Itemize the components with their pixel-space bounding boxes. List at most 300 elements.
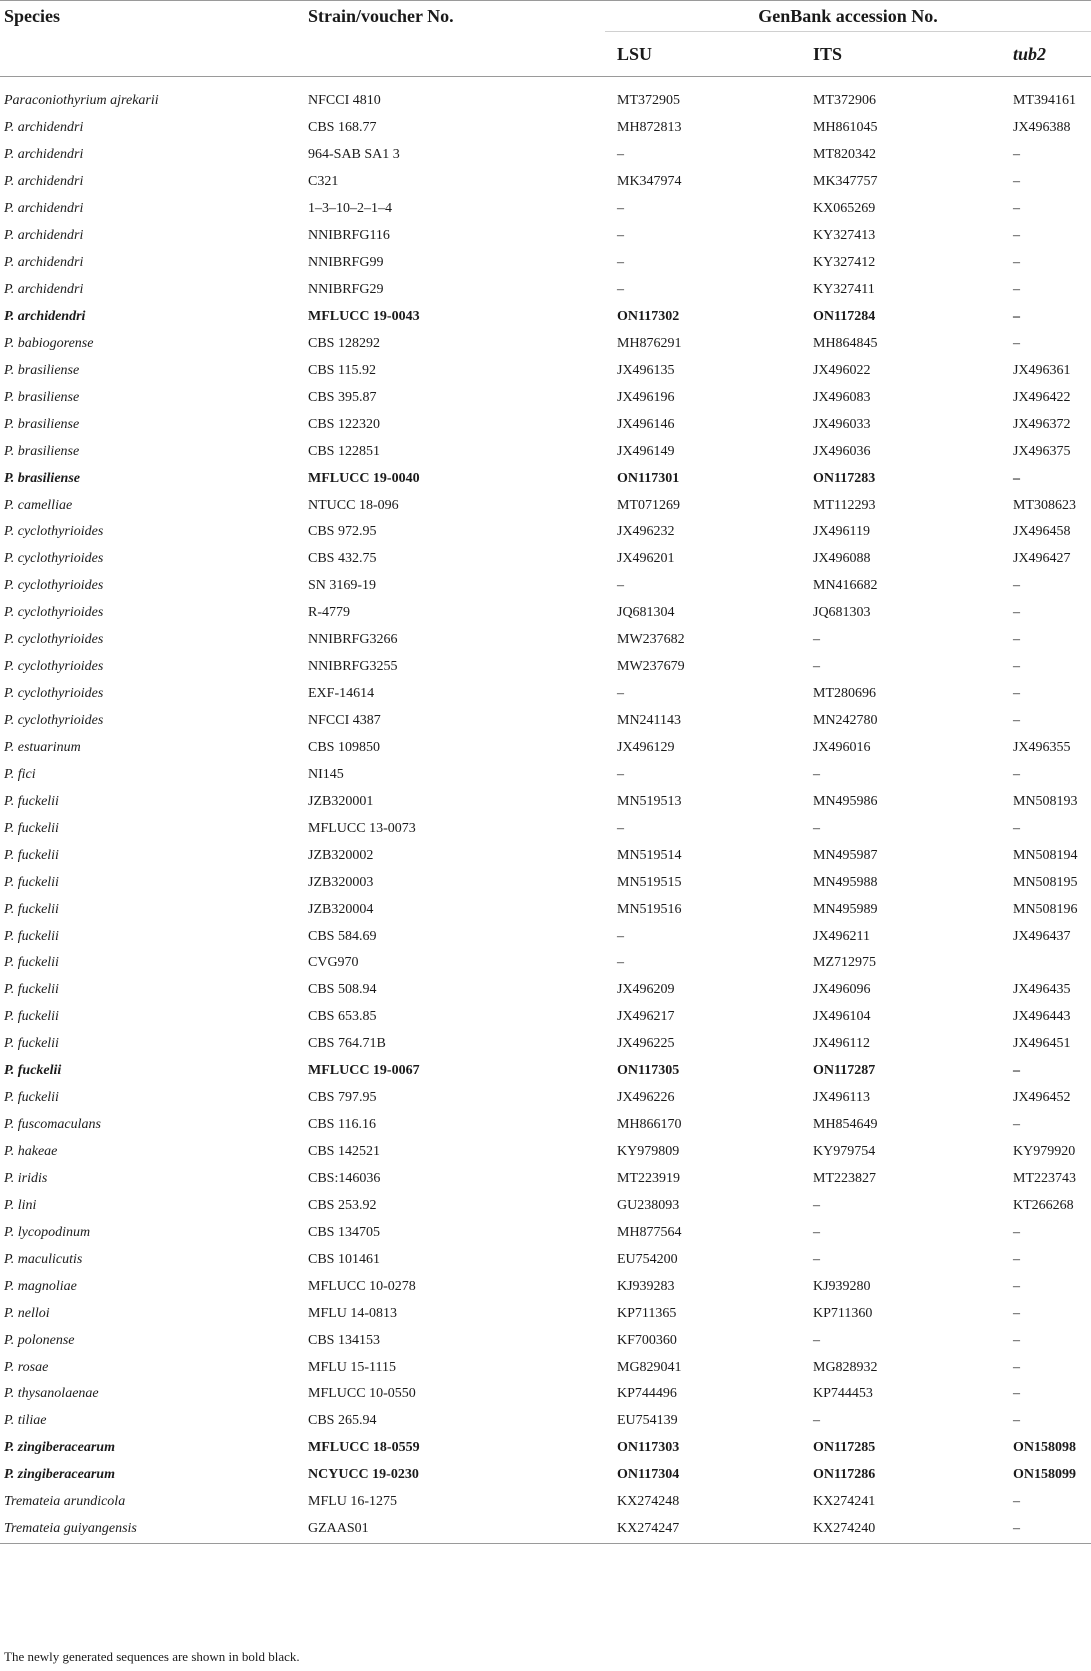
strain-cell: CBS 797.95 bbox=[308, 1090, 377, 1106]
strain-cell: EXF-14614 bbox=[308, 686, 375, 702]
table-row bbox=[0, 223, 1091, 250]
tub2-cell: KT266268 bbox=[1013, 1197, 1074, 1213]
strain-cell: CBS 134705 bbox=[308, 1224, 380, 1240]
table-row bbox=[0, 1219, 1091, 1246]
species-cell: P. fuckelii bbox=[4, 901, 59, 917]
tub2-cell: – bbox=[1013, 1413, 1020, 1429]
tub2-cell: – bbox=[1013, 1359, 1020, 1375]
its-cell: ON117284 bbox=[813, 308, 876, 324]
lsu-cell: KX274247 bbox=[605, 1516, 813, 1543]
tub2-header: tub2 bbox=[1013, 32, 1091, 77]
strain-cell: CBS 395.87 bbox=[308, 389, 377, 405]
table-row bbox=[0, 411, 1091, 438]
lsu-cell: MW237682 bbox=[617, 632, 685, 648]
lsu-cell: EU754139 bbox=[617, 1413, 678, 1429]
species-cell: P. zingiberacearum bbox=[4, 1440, 115, 1456]
tub2-cell: – bbox=[1013, 713, 1020, 729]
tub2-cell: – bbox=[1013, 1251, 1020, 1267]
lsu-cell: JX496135 bbox=[617, 362, 675, 378]
species-cell: Tremateia arundicola bbox=[4, 1494, 126, 1510]
its-cell: MH861045 bbox=[813, 120, 878, 136]
species-cell: P. polonense bbox=[4, 1332, 75, 1348]
strain-cell: MFLU 14-0813 bbox=[308, 1305, 398, 1321]
species-cell: P. brasiliense bbox=[4, 362, 80, 378]
header-row-2 bbox=[0, 32, 1091, 77]
table-row bbox=[0, 815, 1091, 842]
table-row bbox=[0, 1354, 1091, 1381]
strain-cell: MFLUCC 19-0067 bbox=[308, 1063, 420, 1079]
strain-cell: C321 bbox=[308, 174, 339, 190]
lsu-cell: – bbox=[617, 766, 624, 782]
lsu-cell: KY979809 bbox=[617, 1144, 680, 1160]
table-row bbox=[0, 600, 1091, 627]
species-cell: P. tiliae bbox=[4, 1413, 47, 1429]
strain-cell: CBS 115.92 bbox=[308, 362, 376, 378]
tub2-cell: – bbox=[1013, 282, 1020, 298]
tub2-cell: – bbox=[1013, 174, 1020, 190]
lsu-cell: MN241143 bbox=[617, 713, 682, 729]
its-cell: JX496113 bbox=[813, 1090, 871, 1106]
species-header: Species bbox=[0, 1, 306, 32]
species-cell: P. iridis bbox=[4, 1170, 48, 1186]
its-cell: MT112293 bbox=[813, 497, 876, 513]
table-row bbox=[0, 88, 1091, 115]
table-row bbox=[0, 1004, 1091, 1031]
header-blank-strain bbox=[306, 32, 605, 77]
strain-cell: NTUCC 18-096 bbox=[308, 497, 399, 513]
strain-cell: CBS 109850 bbox=[308, 739, 380, 755]
lsu-cell: JQ681304 bbox=[617, 605, 675, 621]
strain-cell: JZB320002 bbox=[308, 847, 374, 863]
tub2-cell: – bbox=[1013, 1386, 1020, 1402]
species-cell: P. fuckelii bbox=[4, 820, 59, 836]
table-row bbox=[0, 546, 1091, 573]
table-row bbox=[0, 1192, 1091, 1219]
its-cell: – bbox=[813, 820, 820, 836]
strain-cell: JZB320003 bbox=[308, 874, 374, 890]
lsu-cell: EU754200 bbox=[617, 1251, 678, 1267]
lsu-cell: MN519515 bbox=[617, 874, 682, 890]
its-cell: JX496096 bbox=[813, 982, 871, 998]
its-cell: MT372906 bbox=[813, 93, 876, 109]
table-row bbox=[0, 357, 1091, 384]
its-cell: KP711360 bbox=[813, 1305, 873, 1321]
strain-cell: CBS 128292 bbox=[308, 335, 380, 351]
strain-cell: CBS 116.16 bbox=[308, 1117, 376, 1133]
its-cell: MG828932 bbox=[813, 1359, 878, 1375]
tub2-cell: – bbox=[1013, 1516, 1091, 1543]
its-cell: MH854649 bbox=[813, 1117, 878, 1133]
strain-cell: MFLUCC 13-0073 bbox=[308, 820, 416, 836]
its-cell: – bbox=[813, 1251, 820, 1267]
lsu-cell: – bbox=[617, 201, 624, 217]
table-row bbox=[0, 519, 1091, 546]
species-cell: P. estuarinum bbox=[4, 739, 81, 755]
strain-cell: NNIBRFG3266 bbox=[308, 632, 398, 648]
species-cell: P. cyclothyrioides bbox=[4, 605, 104, 621]
strain-cell: CBS 122851 bbox=[308, 443, 380, 459]
strain-cell: MFLU 15-1115 bbox=[308, 1359, 397, 1375]
species-cell: P. archidendri bbox=[4, 228, 84, 244]
strain-cell: CBS 972.95 bbox=[308, 524, 377, 540]
tub2-cell: – bbox=[1013, 578, 1020, 594]
table-row bbox=[0, 1139, 1091, 1166]
species-cell: P. fici bbox=[4, 766, 36, 782]
tub2-cell: JX496422 bbox=[1013, 389, 1071, 405]
lsu-cell: MH866170 bbox=[617, 1117, 682, 1133]
species-cell: P. fuckelii bbox=[4, 1090, 59, 1106]
its-cell: JX496088 bbox=[813, 551, 871, 567]
its-cell: KX065269 bbox=[813, 201, 876, 217]
tub2-cell: MT223743 bbox=[1013, 1170, 1076, 1186]
strain-cell: 964-SAB SA1 3 bbox=[308, 147, 400, 163]
species-cell: Paraconiothyrium ajrekarii bbox=[4, 93, 159, 109]
table-row bbox=[0, 1112, 1091, 1139]
tub2-cell: ON158099 bbox=[1013, 1467, 1076, 1483]
table-row bbox=[0, 627, 1091, 654]
tub2-cell: JX496437 bbox=[1013, 928, 1071, 944]
tub2-cell: – bbox=[1013, 228, 1020, 244]
tub2-cell: – bbox=[1013, 201, 1020, 217]
lsu-cell: – bbox=[617, 228, 624, 244]
strain-cell: NNIBRFG3255 bbox=[308, 659, 398, 675]
strain-cell: SN 3169-19 bbox=[308, 578, 377, 594]
table-row bbox=[0, 1381, 1091, 1408]
tub2-cell: – bbox=[1013, 686, 1020, 702]
tub2-cell: – bbox=[1013, 335, 1020, 351]
lsu-cell: – bbox=[617, 255, 624, 271]
species-cell: P. cyclothyrioides bbox=[4, 632, 104, 648]
tub2-cell: JX496427 bbox=[1013, 551, 1071, 567]
its-cell: MN495987 bbox=[813, 847, 878, 863]
species-cell: P. zingiberacearum bbox=[4, 1467, 115, 1483]
its-cell: ON117283 bbox=[813, 470, 876, 486]
table-row bbox=[0, 1246, 1091, 1273]
its-cell: MZ712975 bbox=[813, 955, 876, 971]
its-cell: KY327412 bbox=[813, 255, 876, 271]
its-cell: – bbox=[813, 1197, 820, 1213]
lsu-cell: JX496209 bbox=[617, 982, 675, 998]
table-row bbox=[0, 1166, 1091, 1193]
tub2-cell: JX496435 bbox=[1013, 982, 1071, 998]
species-cell: P. fuckelii bbox=[4, 1063, 62, 1079]
table-row bbox=[0, 196, 1091, 223]
tub2-cell: – bbox=[1013, 308, 1020, 324]
table-row bbox=[0, 977, 1091, 1004]
strain-cell: NFCCI 4810 bbox=[308, 93, 381, 109]
table-row bbox=[0, 465, 1091, 492]
lsu-cell: – bbox=[617, 686, 624, 702]
its-cell: JX496083 bbox=[813, 389, 871, 405]
strain-cell: CBS:146036 bbox=[308, 1170, 381, 1186]
strain-cell: CBS 432.75 bbox=[308, 551, 377, 567]
its-cell: JQ681303 bbox=[813, 605, 871, 621]
species-cell: P. archidendri bbox=[4, 120, 84, 136]
species-cell: P. cyclothyrioides bbox=[4, 551, 104, 567]
lsu-cell: KF700360 bbox=[617, 1332, 677, 1348]
tub2-cell: – bbox=[1013, 1332, 1020, 1348]
strain-cell: NNIBRFG29 bbox=[308, 282, 384, 298]
species-cell: P. babiogorense bbox=[4, 335, 94, 351]
strain-cell: CBS 253.92 bbox=[308, 1197, 377, 1213]
species-cell: P. cyclothyrioides bbox=[4, 713, 104, 729]
tub2-cell: KY979920 bbox=[1013, 1144, 1076, 1160]
species-cell: P. nelloi bbox=[4, 1305, 50, 1321]
lsu-cell: KX274248 bbox=[617, 1494, 680, 1510]
strain-cell: MFLUCC 19-0043 bbox=[308, 308, 420, 324]
species-cell: P. brasiliense bbox=[4, 416, 80, 432]
table-row bbox=[0, 1327, 1091, 1354]
lsu-cell: JX496217 bbox=[617, 1009, 675, 1025]
lsu-cell: MK347974 bbox=[617, 174, 682, 190]
lsu-cell: – bbox=[617, 955, 624, 971]
tub2-cell: – bbox=[1013, 1224, 1020, 1240]
its-cell: KY327411 bbox=[813, 282, 875, 298]
lsu-cell: JX496146 bbox=[617, 416, 675, 432]
table-row bbox=[0, 1031, 1091, 1058]
its-cell: MN495986 bbox=[813, 793, 878, 809]
strain-cell: CBS 584.69 bbox=[308, 928, 377, 944]
species-cell: P. maculicutis bbox=[4, 1251, 83, 1267]
its-cell: ON117286 bbox=[813, 1467, 876, 1483]
lsu-cell: JX496129 bbox=[617, 739, 675, 755]
strain-cell: JZB320004 bbox=[308, 901, 374, 917]
tub2-cell: – bbox=[1013, 470, 1020, 486]
species-cell: P. archidendri bbox=[4, 174, 84, 190]
lsu-cell: MH872813 bbox=[617, 120, 682, 136]
table-row bbox=[0, 681, 1091, 708]
table-row bbox=[0, 735, 1091, 762]
lsu-cell: ON117303 bbox=[617, 1440, 680, 1456]
lsu-cell: MH876291 bbox=[617, 335, 682, 351]
lsu-cell: JX496226 bbox=[617, 1090, 675, 1106]
lsu-cell: JX496225 bbox=[617, 1036, 675, 1052]
its-cell: JX496211 bbox=[813, 928, 871, 944]
species-cell: P. fuckelii bbox=[4, 982, 59, 998]
its-cell: – bbox=[813, 632, 820, 648]
table-row bbox=[0, 654, 1091, 681]
table-body bbox=[0, 77, 1091, 1544]
species-cell: P. archidendri bbox=[4, 308, 86, 324]
tub2-cell: – bbox=[1013, 1117, 1020, 1133]
species-cell: P. cyclothyrioides bbox=[4, 686, 104, 702]
table-row bbox=[0, 1489, 1091, 1516]
species-cell: P. cyclothyrioides bbox=[4, 524, 104, 540]
strain-cell: CBS 508.94 bbox=[308, 982, 377, 998]
its-cell: KX274241 bbox=[813, 1494, 876, 1510]
strain-cell: NNIBRFG116 bbox=[308, 228, 390, 244]
header-blank-species bbox=[0, 32, 306, 77]
table-row bbox=[0, 492, 1091, 519]
strain-cell: CBS 122320 bbox=[308, 416, 380, 432]
lsu-cell: JX496201 bbox=[617, 551, 675, 567]
strain-cell: CBS 168.77 bbox=[308, 120, 377, 136]
species-cell: P. brasiliense bbox=[4, 470, 80, 486]
its-cell: KY979754 bbox=[813, 1144, 876, 1160]
table-row bbox=[0, 250, 1091, 277]
tub2-cell: MN508193 bbox=[1013, 793, 1078, 809]
tub2-cell: MT394161 bbox=[1013, 93, 1076, 109]
strain-cell: CBS 764.71B bbox=[308, 1036, 386, 1052]
its-cell: – bbox=[813, 766, 820, 782]
table-row bbox=[0, 788, 1091, 815]
strain-cell: MFLUCC 18-0559 bbox=[308, 1440, 420, 1456]
lsu-cell: JX496196 bbox=[617, 389, 675, 405]
its-cell: KY327413 bbox=[813, 228, 876, 244]
tub2-cell: JX496458 bbox=[1013, 524, 1071, 540]
tub2-cell: JX496443 bbox=[1013, 1009, 1071, 1025]
table-row bbox=[0, 330, 1091, 357]
table-footnote: The newly generated sequences are shown in bold black. bbox=[4, 1649, 300, 1664]
its-cell: JX496036 bbox=[813, 443, 871, 459]
lsu-cell: – bbox=[617, 282, 624, 298]
strain-cell: NFCCI 4387 bbox=[308, 713, 381, 729]
lsu-cell: MG829041 bbox=[617, 1359, 682, 1375]
species-cell: P. brasiliense bbox=[4, 443, 80, 459]
strain-cell: MFLU 16-1275 bbox=[308, 1494, 398, 1510]
lsu-cell: JX496232 bbox=[617, 524, 675, 540]
its-cell: MN416682 bbox=[813, 578, 878, 594]
its-cell: – bbox=[813, 659, 820, 675]
table-row bbox=[0, 1516, 1091, 1543]
table-row bbox=[0, 896, 1091, 923]
its-cell: MN495989 bbox=[813, 901, 878, 917]
lsu-cell: MN519513 bbox=[617, 793, 682, 809]
species-cell: P. lycopodinum bbox=[4, 1224, 91, 1240]
tub2-cell: ON158098 bbox=[1013, 1440, 1076, 1456]
table-row bbox=[0, 384, 1091, 411]
tub2-cell: – bbox=[1013, 1063, 1020, 1079]
lsu-cell: JX496149 bbox=[617, 443, 675, 459]
species-cell: P. fuscomaculans bbox=[4, 1117, 101, 1133]
strain-cell: MFLUCC 10-0278 bbox=[308, 1278, 416, 1294]
tub2-cell: JX496372 bbox=[1013, 416, 1071, 432]
tub2-cell: JX496361 bbox=[1013, 362, 1071, 378]
species-cell: Tremateia guiyangensis bbox=[0, 1516, 306, 1543]
table-row bbox=[0, 1058, 1091, 1085]
tub2-cell: JX496375 bbox=[1013, 443, 1071, 459]
tub2-cell: – bbox=[1013, 632, 1020, 648]
its-cell: JX496112 bbox=[813, 1036, 871, 1052]
table-row bbox=[0, 573, 1091, 600]
strain-cell: JZB320001 bbox=[308, 793, 374, 809]
its-cell: JX496033 bbox=[813, 416, 871, 432]
strain-cell: CBS 265.94 bbox=[308, 1413, 377, 1429]
tub2-cell: – bbox=[1013, 1494, 1020, 1510]
species-cell: P. rosae bbox=[4, 1359, 49, 1375]
lsu-cell: – bbox=[617, 820, 624, 836]
table-row bbox=[0, 142, 1091, 169]
lsu-cell: MT372905 bbox=[617, 93, 680, 109]
tub2-cell: – bbox=[1013, 820, 1020, 836]
table-row bbox=[0, 923, 1091, 950]
its-cell: JX496016 bbox=[813, 739, 871, 755]
lsu-cell: MT223919 bbox=[617, 1170, 680, 1186]
species-cell: P. thysanolaenae bbox=[4, 1386, 99, 1402]
species-cell: P. lini bbox=[4, 1197, 37, 1213]
table-row bbox=[0, 1408, 1091, 1435]
its-cell: ON117287 bbox=[813, 1063, 876, 1079]
its-cell: MN242780 bbox=[813, 713, 878, 729]
species-cell: P. cyclothyrioides bbox=[4, 659, 104, 675]
strain-cell: CBS 142521 bbox=[308, 1144, 380, 1160]
its-cell: – bbox=[813, 1332, 820, 1348]
tub2-cell: MN508196 bbox=[1013, 901, 1078, 917]
its-cell: KP744453 bbox=[813, 1386, 873, 1402]
strain-cell: MFLUCC 19-0040 bbox=[308, 470, 420, 486]
strain-cell: CBS 134153 bbox=[308, 1332, 380, 1348]
species-cell: P. fuckelii bbox=[4, 955, 59, 971]
lsu-cell: MH877564 bbox=[617, 1224, 682, 1240]
table-row bbox=[0, 277, 1091, 304]
tub2-cell: JX496451 bbox=[1013, 1036, 1071, 1052]
species-cell: P. fuckelii bbox=[4, 1009, 59, 1025]
species-cell: P. fuckelii bbox=[4, 874, 59, 890]
species-cell: P. archidendri bbox=[4, 147, 84, 163]
species-cell: P. archidendri bbox=[4, 282, 84, 298]
its-header: ITS bbox=[813, 32, 1013, 77]
header-row-1 bbox=[0, 1, 1091, 32]
lsu-cell: ON117301 bbox=[617, 470, 680, 486]
strain-cell: CVG970 bbox=[308, 955, 359, 971]
its-cell: MT820342 bbox=[813, 147, 876, 163]
genbank-header: GenBank accession No. bbox=[605, 1, 1091, 32]
tub2-cell: – bbox=[1013, 1278, 1020, 1294]
its-cell: KX274240 bbox=[813, 1516, 1013, 1543]
its-cell: MT223827 bbox=[813, 1170, 876, 1186]
tub2-cell: JX496388 bbox=[1013, 120, 1071, 136]
lsu-cell: KP711365 bbox=[617, 1305, 677, 1321]
its-cell: MH864845 bbox=[813, 335, 878, 351]
strain-cell: CBS 653.85 bbox=[308, 1009, 377, 1025]
table-row bbox=[0, 950, 1091, 977]
lsu-cell: GU238093 bbox=[617, 1197, 680, 1213]
tub2-cell: – bbox=[1013, 659, 1020, 675]
species-cell: P. camelliae bbox=[4, 497, 73, 513]
its-cell: JX496119 bbox=[813, 524, 871, 540]
strain-cell: GZAAS01 bbox=[306, 1516, 605, 1543]
tub2-cell: – bbox=[1013, 255, 1020, 271]
tub2-cell: JX496355 bbox=[1013, 739, 1071, 755]
species-cell: P. magnoliae bbox=[4, 1278, 77, 1294]
species-cell: P. hakeae bbox=[4, 1144, 58, 1160]
its-cell: JX496104 bbox=[813, 1009, 871, 1025]
strain-header: Strain/voucher No. bbox=[306, 1, 605, 32]
table-row bbox=[0, 169, 1091, 196]
tub2-cell: – bbox=[1013, 766, 1020, 782]
its-cell: MT280696 bbox=[813, 686, 876, 702]
tub2-cell: MN508194 bbox=[1013, 847, 1078, 863]
table-row bbox=[0, 869, 1091, 896]
table-row bbox=[0, 842, 1091, 869]
tub2-cell: – bbox=[1013, 1305, 1020, 1321]
lsu-cell: ON117304 bbox=[617, 1467, 680, 1483]
lsu-cell: KP744496 bbox=[617, 1386, 677, 1402]
strain-cell: NCYUCC 19-0230 bbox=[308, 1467, 419, 1483]
strain-cell: CBS 101461 bbox=[308, 1251, 380, 1267]
species-cell: P. fuckelii bbox=[4, 793, 59, 809]
species-cell: P. fuckelii bbox=[4, 847, 59, 863]
lsu-cell: ON117305 bbox=[617, 1063, 680, 1079]
table-row bbox=[0, 115, 1091, 142]
tub2-cell bbox=[1013, 950, 1091, 977]
strain-cell: R-4779 bbox=[308, 605, 350, 621]
species-cell: P. cyclothyrioides bbox=[4, 578, 104, 594]
table-row bbox=[0, 1462, 1091, 1489]
tub2-cell: – bbox=[1013, 605, 1020, 621]
table-row bbox=[0, 708, 1091, 735]
tub2-cell: MT308623 bbox=[1013, 497, 1076, 513]
